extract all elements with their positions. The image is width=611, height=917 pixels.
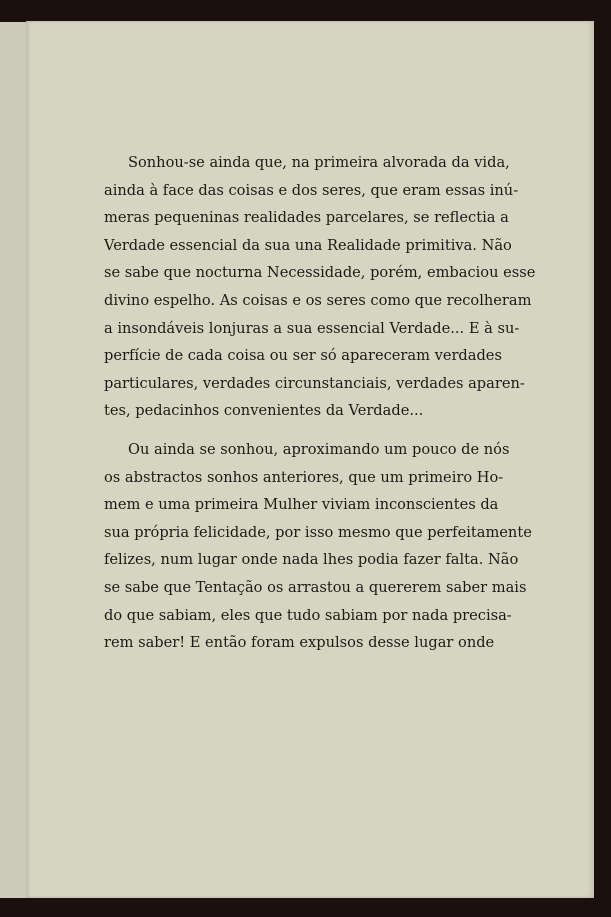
text-line: se sabe que Tentação os arrastou a quererem saber mais (104, 578, 527, 596)
body-text (104, 149, 536, 657)
text-line: felizes, num lugar onde nada lhes podia fazer falta. Não (104, 551, 519, 569)
text-line: mem e uma primeira Mulher viviam inconscientes da (104, 496, 499, 514)
book-page (26, 21, 594, 898)
text-line: os abstractos sonhos anteriores, que um primeiro Ho- (104, 468, 504, 486)
text-line: perfície de cada coisa ou ser só apareceram verdades (104, 347, 502, 365)
facing-page-edge (0, 22, 27, 898)
text-line: Verdade essencial da sua una Realidade primitiva. Não (104, 236, 512, 254)
text-line: do que sabiam, eles que tudo sabiam por nada precisa- (104, 606, 512, 624)
text-line: meras pequeninas realidades parcelares, se reflectia a (104, 209, 509, 227)
text-line: Sonhou-se ainda que, na primeira alvorada da vida, (128, 154, 510, 171)
text-line: tes, pedacinhos convenientes da Verdade... (104, 402, 424, 420)
text-line: se sabe que nocturna Necessidade, porém, embaciou esse (104, 264, 536, 282)
text-line: sua própria felicidade, por isso mesmo que perfeitamente (104, 523, 532, 541)
text-line: Ou ainda se sonhou, aproximando um pouco de nós (128, 440, 510, 458)
paragraph-gap (104, 425, 489, 436)
text-line: particulares, verdades circunstanciais, verdades aparen- (104, 374, 525, 392)
text-line: a insondáveis lonjuras a sua essencial Verdade... E à su- (104, 319, 520, 337)
text-line: ainda à face das coisas e dos seres, que eram essas inú- (104, 181, 519, 199)
text-line: rem saber! E então foram expulsos desse lugar onde (104, 634, 495, 652)
text-line: divino espelho. As coisas e os seres como que recolheram (104, 291, 532, 309)
